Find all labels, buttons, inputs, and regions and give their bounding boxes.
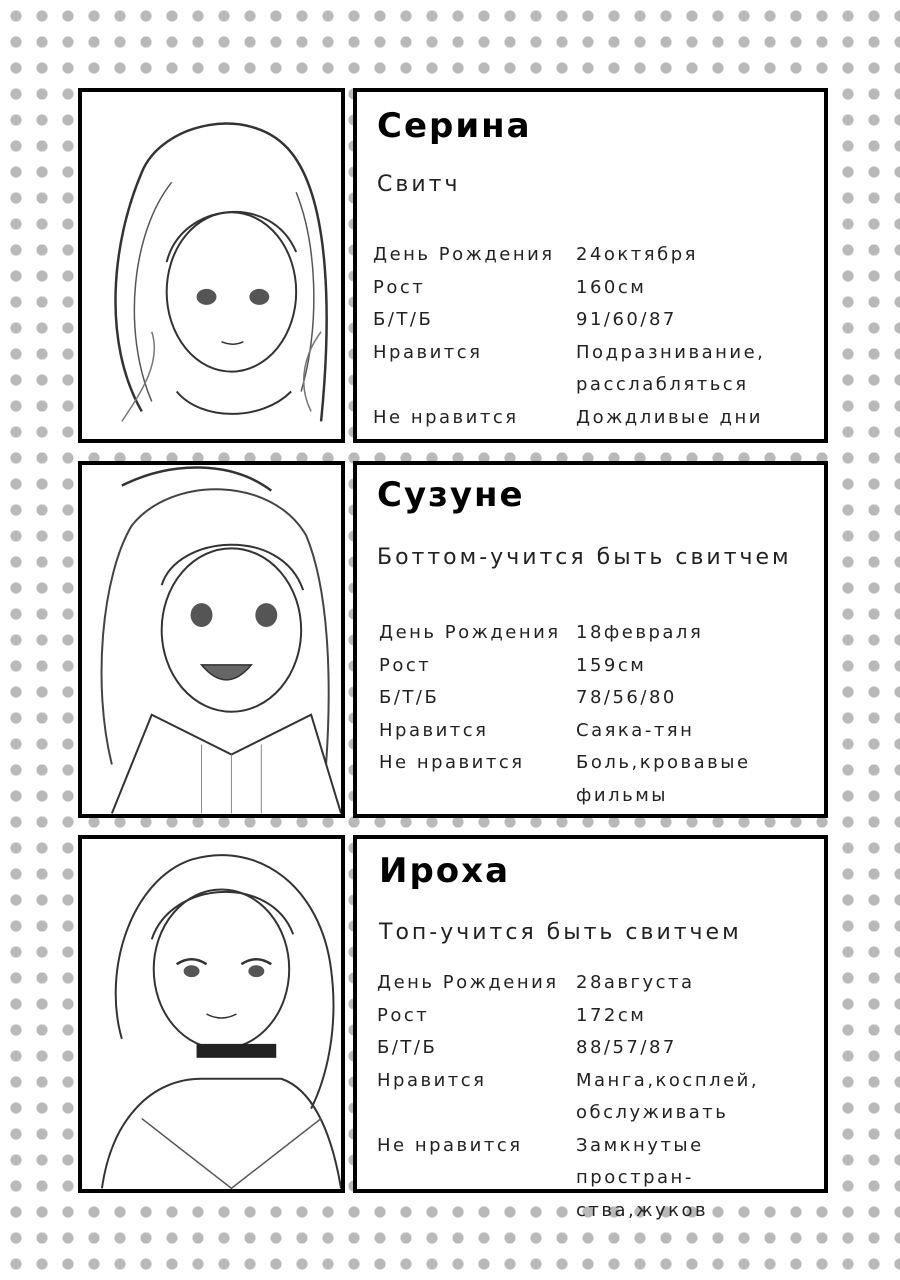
character-role: Топ-учится быть свитчем — [379, 920, 742, 945]
stat-value: Подразнивание, расслабляться — [576, 341, 766, 395]
stats-table — [373, 239, 818, 434]
stat-label: Рост — [373, 276, 426, 298]
portrait-serina — [78, 88, 345, 443]
stat-label: Нравится — [373, 341, 483, 363]
stat-row-dislikes — [379, 747, 818, 812]
stat-value: Саяка-тян — [576, 719, 695, 741]
stat-label: Рост — [377, 1004, 430, 1026]
girl-long-wavy-hair-portrait-icon — [82, 92, 341, 439]
stat-row-likes — [377, 1065, 818, 1130]
stat-value: 172см — [576, 1004, 647, 1026]
stat-value: 91/60/87 — [576, 309, 677, 330]
stat-value: Замкнутые простран- ства,жуков — [576, 1134, 709, 1221]
stat-label: День Рождения — [377, 972, 559, 993]
stat-row-height — [377, 1000, 818, 1033]
stat-value: Дождливые дни — [576, 406, 763, 428]
girl-choker-portrait-icon — [82, 839, 341, 1189]
profile-card-iroha — [353, 835, 828, 1221]
character-role: Боттом-учится быть свитчем — [377, 545, 792, 570]
stat-value: 88/57/87 — [576, 1037, 677, 1058]
stat-label: День Рождения — [379, 622, 561, 643]
girl-smiling-bow-portrait-icon — [82, 465, 341, 814]
stat-label: Не нравится — [373, 406, 519, 428]
stats-table — [379, 617, 818, 812]
portrait-suzune — [78, 461, 345, 818]
stat-row-height — [373, 272, 818, 305]
stat-value: 160см — [576, 276, 647, 298]
stat-label: День Рождения — [373, 244, 555, 265]
stat-row-likes — [379, 715, 818, 748]
stat-row-dislikes — [373, 402, 818, 435]
stat-value: 159см — [576, 654, 647, 676]
stat-label: Не нравится — [379, 752, 525, 773]
portrait-iroha — [78, 835, 345, 1193]
stat-row-height — [379, 650, 818, 683]
stat-row-measurements — [379, 682, 818, 715]
stat-row-birthday — [373, 239, 818, 272]
stat-row-dislikes — [377, 1130, 818, 1228]
stat-value: 78/56/80 — [576, 687, 677, 708]
stat-value: 24октября — [576, 244, 698, 265]
stat-value: 28августа — [576, 972, 695, 993]
character-role: Свитч — [377, 172, 461, 197]
stat-label: Не нравится — [377, 1134, 523, 1156]
stat-row-birthday — [379, 617, 818, 650]
profile-card-suzune — [353, 461, 828, 818]
stats-table — [377, 967, 818, 1227]
stat-row-birthday — [377, 967, 818, 1000]
stat-value: Манга,косплей, обслуживать — [576, 1069, 760, 1123]
profile-card-serina — [353, 88, 828, 443]
stat-row-measurements — [377, 1032, 818, 1065]
stat-label: Б/Т/Б — [373, 309, 434, 330]
stat-label: Нравится — [379, 719, 489, 741]
character-name: Ироха — [379, 851, 511, 891]
stat-label: Б/Т/Б — [377, 1037, 438, 1058]
stat-row-measurements — [373, 304, 818, 337]
stat-label: Б/Т/Б — [379, 687, 440, 708]
stat-value: Боль,кровавые фильмы — [576, 752, 751, 806]
stat-label: Нравится — [377, 1069, 487, 1091]
character-name: Сузуне — [377, 475, 525, 515]
stat-label: Рост — [379, 654, 432, 676]
character-name: Серина — [377, 106, 532, 146]
stat-value: 18февраля — [576, 622, 704, 643]
stat-row-likes — [373, 337, 818, 402]
